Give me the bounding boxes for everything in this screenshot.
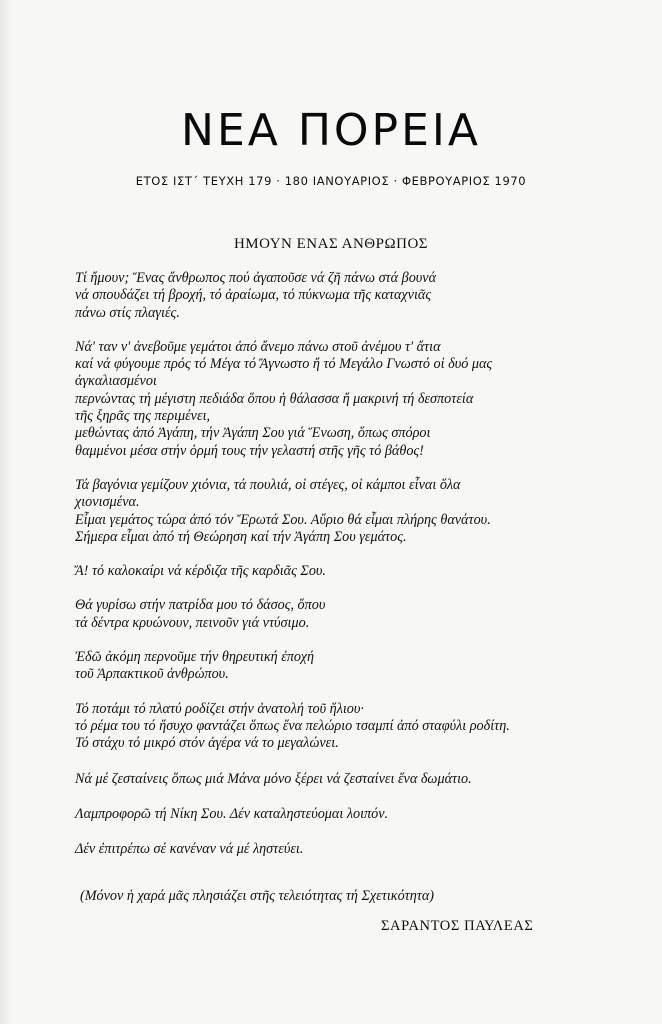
magazine-title: ΝΕΑ ΠΟΡΕΙΑ <box>181 105 481 156</box>
stanza <box>75 339 615 460</box>
stanza <box>75 597 615 632</box>
stanza <box>75 771 615 788</box>
poem-line: πάνω στίς πλαγιές. <box>75 304 180 321</box>
stanza <box>75 563 615 580</box>
author-name: ΣΑΡΑΝΤΟΣ ΠΑΥΛΕΑΣ <box>381 918 534 934</box>
poem-line: τά δέντρα κρυώνουν, πεινοῦν γιά ντύσιμο. <box>75 614 310 631</box>
poem-line: περνώντας τή μέγιστη πεδιάδα ὅπου ἡ θάλασσα ἤ μακρινή τή δεσποτεία <box>75 390 474 407</box>
issue-info: ΕΤΟΣ ΙΣΤ΄ ΤΕΥΧΗ 179 · 180 ΙΑΝΟΥΑΡΙΟΣ · ΦΕΒΡΟΥΑΡΙΟΣ 1970 <box>135 174 527 188</box>
poem-line: Ἐδῶ ἀκόμη περνοῦμε τήν θηρευτική ἐποχή <box>75 649 315 666</box>
poem-line: τοῦ Ἁρπακτικοῦ ἀνθρώπου. <box>75 666 229 683</box>
stanza <box>75 270 615 322</box>
poem-line: Θά γυρίσω στήν πατρίδα μου τό δάσος, ὅπου <box>75 597 326 614</box>
poem-line: καί νά φύγουμε πρός τό Μέγα τό Ἄγνωστο ἤ τό Μεγάλο Γνωστό οἱ δυό μας <box>75 356 493 373</box>
stanza <box>75 841 615 858</box>
poem-title: ΗΜΟΥΝ ΕΝΑΣ ΑΝΘΡΩΠΟΣ <box>233 236 429 252</box>
poem-line: μεθώντας ἀπό Ἀγάπη, τήν Ἀγάπη Σου γιά Ἕνωση, ὅπως σπόροι <box>75 425 431 442</box>
poem-line: Σήμερα εἶμαι ἀπό τή Θεώρηση καί τήν Ἀγάπη Σου γεμάτος. <box>75 528 407 545</box>
stanza <box>75 477 615 546</box>
poem-line: Εἶμαι γεμάτος τώρα ἀπό τόν Ἔρωτά Σου. Αὔριο θά εἶμαι πλήρης θανάτου. <box>75 511 491 528</box>
poem-closing-line: (Μόνον ἡ χαρά μᾶς πλησιάζει στῆς τελειότητας τή Σχετικότητα) <box>80 888 435 904</box>
poem-line: Τί ἤμουν; Ἕνας ἄνθρωπος πού ἀγαποῦσε νά ζῆ πάνω στά βουνά <box>75 270 437 286</box>
poem-line: Δέν ἐπιτρέπω σέ κανέναν νά μέ ληστεύει. <box>75 841 304 858</box>
poem-line: τῆς ξηρᾶς της περιμένει, <box>75 408 211 425</box>
stanza <box>75 649 615 684</box>
poem-line: Νά μέ ζεσταίνεις ὅπως μιά Μάνα μόνο ξέρει νά ζεσταίνει ἕνα δωμάτιο. <box>75 770 472 787</box>
poem-line: χιονισμένα. <box>75 494 140 511</box>
poem-line: τό ρέμα του τό ἥσυχο φαντάζει ὅπως ἕνα πελώριο τσαμπί ἀπό σταφύλι ροδίτη. <box>75 717 510 734</box>
poem-line: Νά' ταν ν' ἀνεβοῦμε γεμάτοι ἀπό ἄνεμο πάνω στοῦ ἀνέμου τ' ἄτια <box>75 338 441 355</box>
poem-line: Λαμπροφορῶ τή Νίκη Σου. Δέν καταληστεύομαι λοιπόν. <box>75 805 389 822</box>
poem-line: Ἄ! τό καλοκαίρι νά κέρδιζα τῆς καρδιᾶς Σου. <box>75 563 326 580</box>
poem-line: Τό στάχυ τό μικρό στόν ἀγέρα νά το μεγαλώνει. <box>75 735 339 752</box>
stanza <box>75 806 615 823</box>
poem-body <box>75 270 615 875</box>
poem-line: θαμμένοι μέσα στήν ὁρμή τους τήν γελαστή στῆς γῆς τό βάθος! <box>75 442 424 459</box>
poem-line: Τό ποτάμι τό πλατύ ροδίζει στήν ἀνατολή τοῦ ἥλιου· <box>75 700 364 717</box>
poem-line: ἀγκαλιασμένοι <box>75 373 157 390</box>
poem-line: Τά βαγόνια γεμίζουν χιόνια, τά πουλιά, οἱ στέγες, οἱ κάμποι εἶναι ὅλα <box>75 476 461 493</box>
poem-line: νά σπουδάζει τή βροχή, τό ἀραίωμα, τό πύκνωμα τῆς καταχνιᾶς <box>75 287 432 304</box>
stanza <box>75 701 615 753</box>
